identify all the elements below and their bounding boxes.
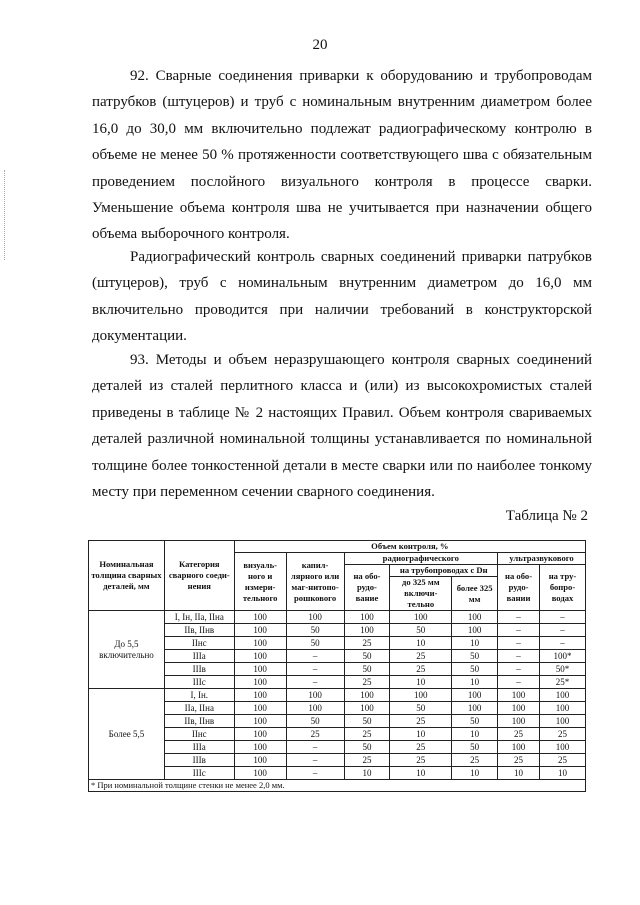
value-cell: 25 [344, 676, 390, 689]
value-cell: – [286, 741, 344, 754]
value-cell: 100 [234, 650, 286, 663]
value-cell: – [498, 637, 540, 650]
value-cell: 50 [344, 715, 390, 728]
value-cell: 10 [452, 676, 498, 689]
value-cell: 100 [234, 767, 286, 780]
value-cell: 100 [344, 611, 390, 624]
category-cell: IIIс [164, 767, 234, 780]
category-cell: IIнс [164, 728, 234, 741]
value-cell: 50* [540, 663, 586, 676]
value-cell: 100 [344, 689, 390, 702]
value-cell: – [540, 637, 586, 650]
table-row [89, 611, 586, 624]
value-cell: 100 [540, 741, 586, 754]
paragraph-92 [92, 63, 592, 248]
value-cell: 10 [498, 767, 540, 780]
value-cell: 25 [390, 650, 452, 663]
value-cell: 100 [344, 624, 390, 637]
value-cell: 100 [498, 715, 540, 728]
value-cell: 100 [234, 624, 286, 637]
value-cell: 100 [498, 741, 540, 754]
value-cell: 50 [452, 663, 498, 676]
value-cell: 100 [234, 741, 286, 754]
category-cell: I, Iн, IIа, IIна [164, 611, 234, 624]
value-cell: 50 [344, 663, 390, 676]
value-cell: 100 [498, 702, 540, 715]
header-us-equipment: на обо-рудо-вании [498, 565, 540, 611]
value-cell: 10 [390, 728, 452, 741]
value-cell: 25 [390, 715, 452, 728]
page-number: 20 [312, 37, 328, 53]
value-cell: 100 [390, 689, 452, 702]
control-volume-table [88, 540, 586, 792]
value-cell: 25 [390, 754, 452, 767]
value-cell: 100 [234, 663, 286, 676]
value-cell: – [286, 767, 344, 780]
category-cell: IIв, IIнв [164, 624, 234, 637]
value-cell: 50 [452, 650, 498, 663]
header-rad-upto325: до 325 мм включи-тельно [390, 577, 452, 611]
header-thickness: Номинальная толщина сварных деталей, мм [89, 541, 165, 611]
paragraph-92-text: 92. Сварные соединения приварки к оборудованию и трубопроводам патрубков (штуцеров) и труб с номинальным внутренним диаметром более 16,0 до 30,0 мм включительно подлежат радиографическому контролю в объеме не менее 50 % протяженности соответствующего шва с обязательным проведением послойного визуального контроля в процессе сварки. Уменьшение объема контроля шва не учитывается при назначении общего объема выборочного контроля. [92, 68, 592, 243]
value-cell: 25* [540, 676, 586, 689]
value-cell: 50 [452, 741, 498, 754]
value-cell: 50 [452, 715, 498, 728]
category-cell: IIIв [164, 663, 234, 676]
value-cell: – [540, 611, 586, 624]
value-cell: 10 [540, 767, 586, 780]
category-cell: IIIа [164, 741, 234, 754]
value-cell: 100 [498, 689, 540, 702]
value-cell: – [286, 676, 344, 689]
header-category: Категория сварного соеди-нения [164, 541, 234, 611]
header-us-pipelines: на тру-бопро-водах [540, 565, 586, 611]
value-cell: 10 [452, 728, 498, 741]
value-cell: 100 [234, 702, 286, 715]
value-cell: 25 [540, 754, 586, 767]
value-cell: 50 [286, 715, 344, 728]
value-cell: 100 [286, 689, 344, 702]
value-cell: – [498, 663, 540, 676]
value-cell: 25 [452, 754, 498, 767]
value-cell: – [540, 624, 586, 637]
category-cell: IIа, IIна [164, 702, 234, 715]
table-row [89, 689, 586, 702]
thickness-cell: До 5,5 включительно [89, 611, 165, 689]
value-cell: 25 [540, 728, 586, 741]
value-cell: 10 [390, 637, 452, 650]
value-cell: 25 [344, 637, 390, 650]
value-cell: – [286, 663, 344, 676]
value-cell: 25 [344, 754, 390, 767]
header-visual: визуаль-ного и измери-тельного [234, 553, 286, 611]
value-cell: 100 [344, 702, 390, 715]
value-cell: 50 [286, 637, 344, 650]
paragraph-92-radiographic-text: Радиографический контроль сварных соединений приварки патрубков (штуцеров), труб с номинальным внутренним диаметром до 16,0 мм включительно проводится при наличии требований в конструкторской документации. [92, 249, 592, 345]
value-cell: 25 [390, 741, 452, 754]
value-cell: 100 [452, 624, 498, 637]
header-volume: Объем контроля, % [234, 541, 585, 553]
value-cell: 50 [390, 624, 452, 637]
paragraph-93 [92, 347, 592, 505]
value-cell: 100 [234, 715, 286, 728]
value-cell: – [498, 650, 540, 663]
header-rad-pipelines: на трубопроводах с Dн [390, 565, 498, 577]
value-cell: 100 [234, 611, 286, 624]
value-cell: 100* [540, 650, 586, 663]
category-cell: IIв, IIнв [164, 715, 234, 728]
value-cell: 25 [286, 728, 344, 741]
value-cell: 100 [286, 702, 344, 715]
value-cell: 10 [452, 637, 498, 650]
value-cell: 25 [498, 754, 540, 767]
category-cell: IIнс [164, 637, 234, 650]
value-cell: 100 [452, 702, 498, 715]
value-cell: – [286, 650, 344, 663]
table-footnote: * При номинальной толщине стенки не менее 2,0 мм. [89, 780, 586, 792]
value-cell: 50 [390, 702, 452, 715]
value-cell: 25 [344, 728, 390, 741]
value-cell: 10 [390, 767, 452, 780]
category-cell: IIIс [164, 676, 234, 689]
value-cell: 100 [452, 689, 498, 702]
value-cell: – [286, 754, 344, 767]
value-cell: 100 [234, 689, 286, 702]
value-cell: 100 [390, 611, 452, 624]
value-cell: 100 [286, 611, 344, 624]
header-rad-equipment: на обо-рудо-вание [344, 565, 390, 611]
margin-mark [4, 170, 6, 260]
paragraph-93-text: 93. Методы и объем неразрушающего контроля сварных соединений деталей из сталей перлитного класса и (или) из высокохромистых сталей приведены в таблице № 2 настоящих Правил. Объем контроля свариваемых деталей различной номинальной толщины устанавливается по номинальной толщине более тонкостенной детали в месте сварки или по наиболее тонкому месту при переменном сечении сварного соединения. [92, 352, 592, 501]
value-cell: – [498, 611, 540, 624]
value-cell: 100 [540, 702, 586, 715]
header-capillary: капил-лярного или маг-нитопо-рошкового [286, 553, 344, 611]
value-cell: 50 [344, 650, 390, 663]
value-cell: 100 [540, 715, 586, 728]
thickness-cell: Более 5,5 [89, 689, 165, 780]
table-caption: Таблица № 2 [505, 508, 588, 524]
value-cell: 100 [452, 611, 498, 624]
value-cell: 100 [234, 754, 286, 767]
value-cell: 25 [390, 663, 452, 676]
value-cell: 100 [234, 637, 286, 650]
header-radiographic: радиографического [344, 553, 498, 565]
value-cell: 10 [390, 676, 452, 689]
value-cell: – [498, 624, 540, 637]
category-cell: IIIа [164, 650, 234, 663]
value-cell: 50 [286, 624, 344, 637]
value-cell: 100 [540, 689, 586, 702]
value-cell: 100 [234, 728, 286, 741]
header-ultrasonic: ультразвукового [498, 553, 586, 565]
value-cell: 10 [344, 767, 390, 780]
value-cell: 25 [498, 728, 540, 741]
category-cell: I, Iн. [164, 689, 234, 702]
header-rad-over325: более 325 мм [452, 577, 498, 611]
paragraph-92-radiographic [92, 244, 592, 350]
value-cell: – [498, 676, 540, 689]
value-cell: 100 [234, 676, 286, 689]
category-cell: IIIв [164, 754, 234, 767]
value-cell: 10 [452, 767, 498, 780]
table-body [89, 611, 586, 780]
value-cell: 50 [344, 741, 390, 754]
